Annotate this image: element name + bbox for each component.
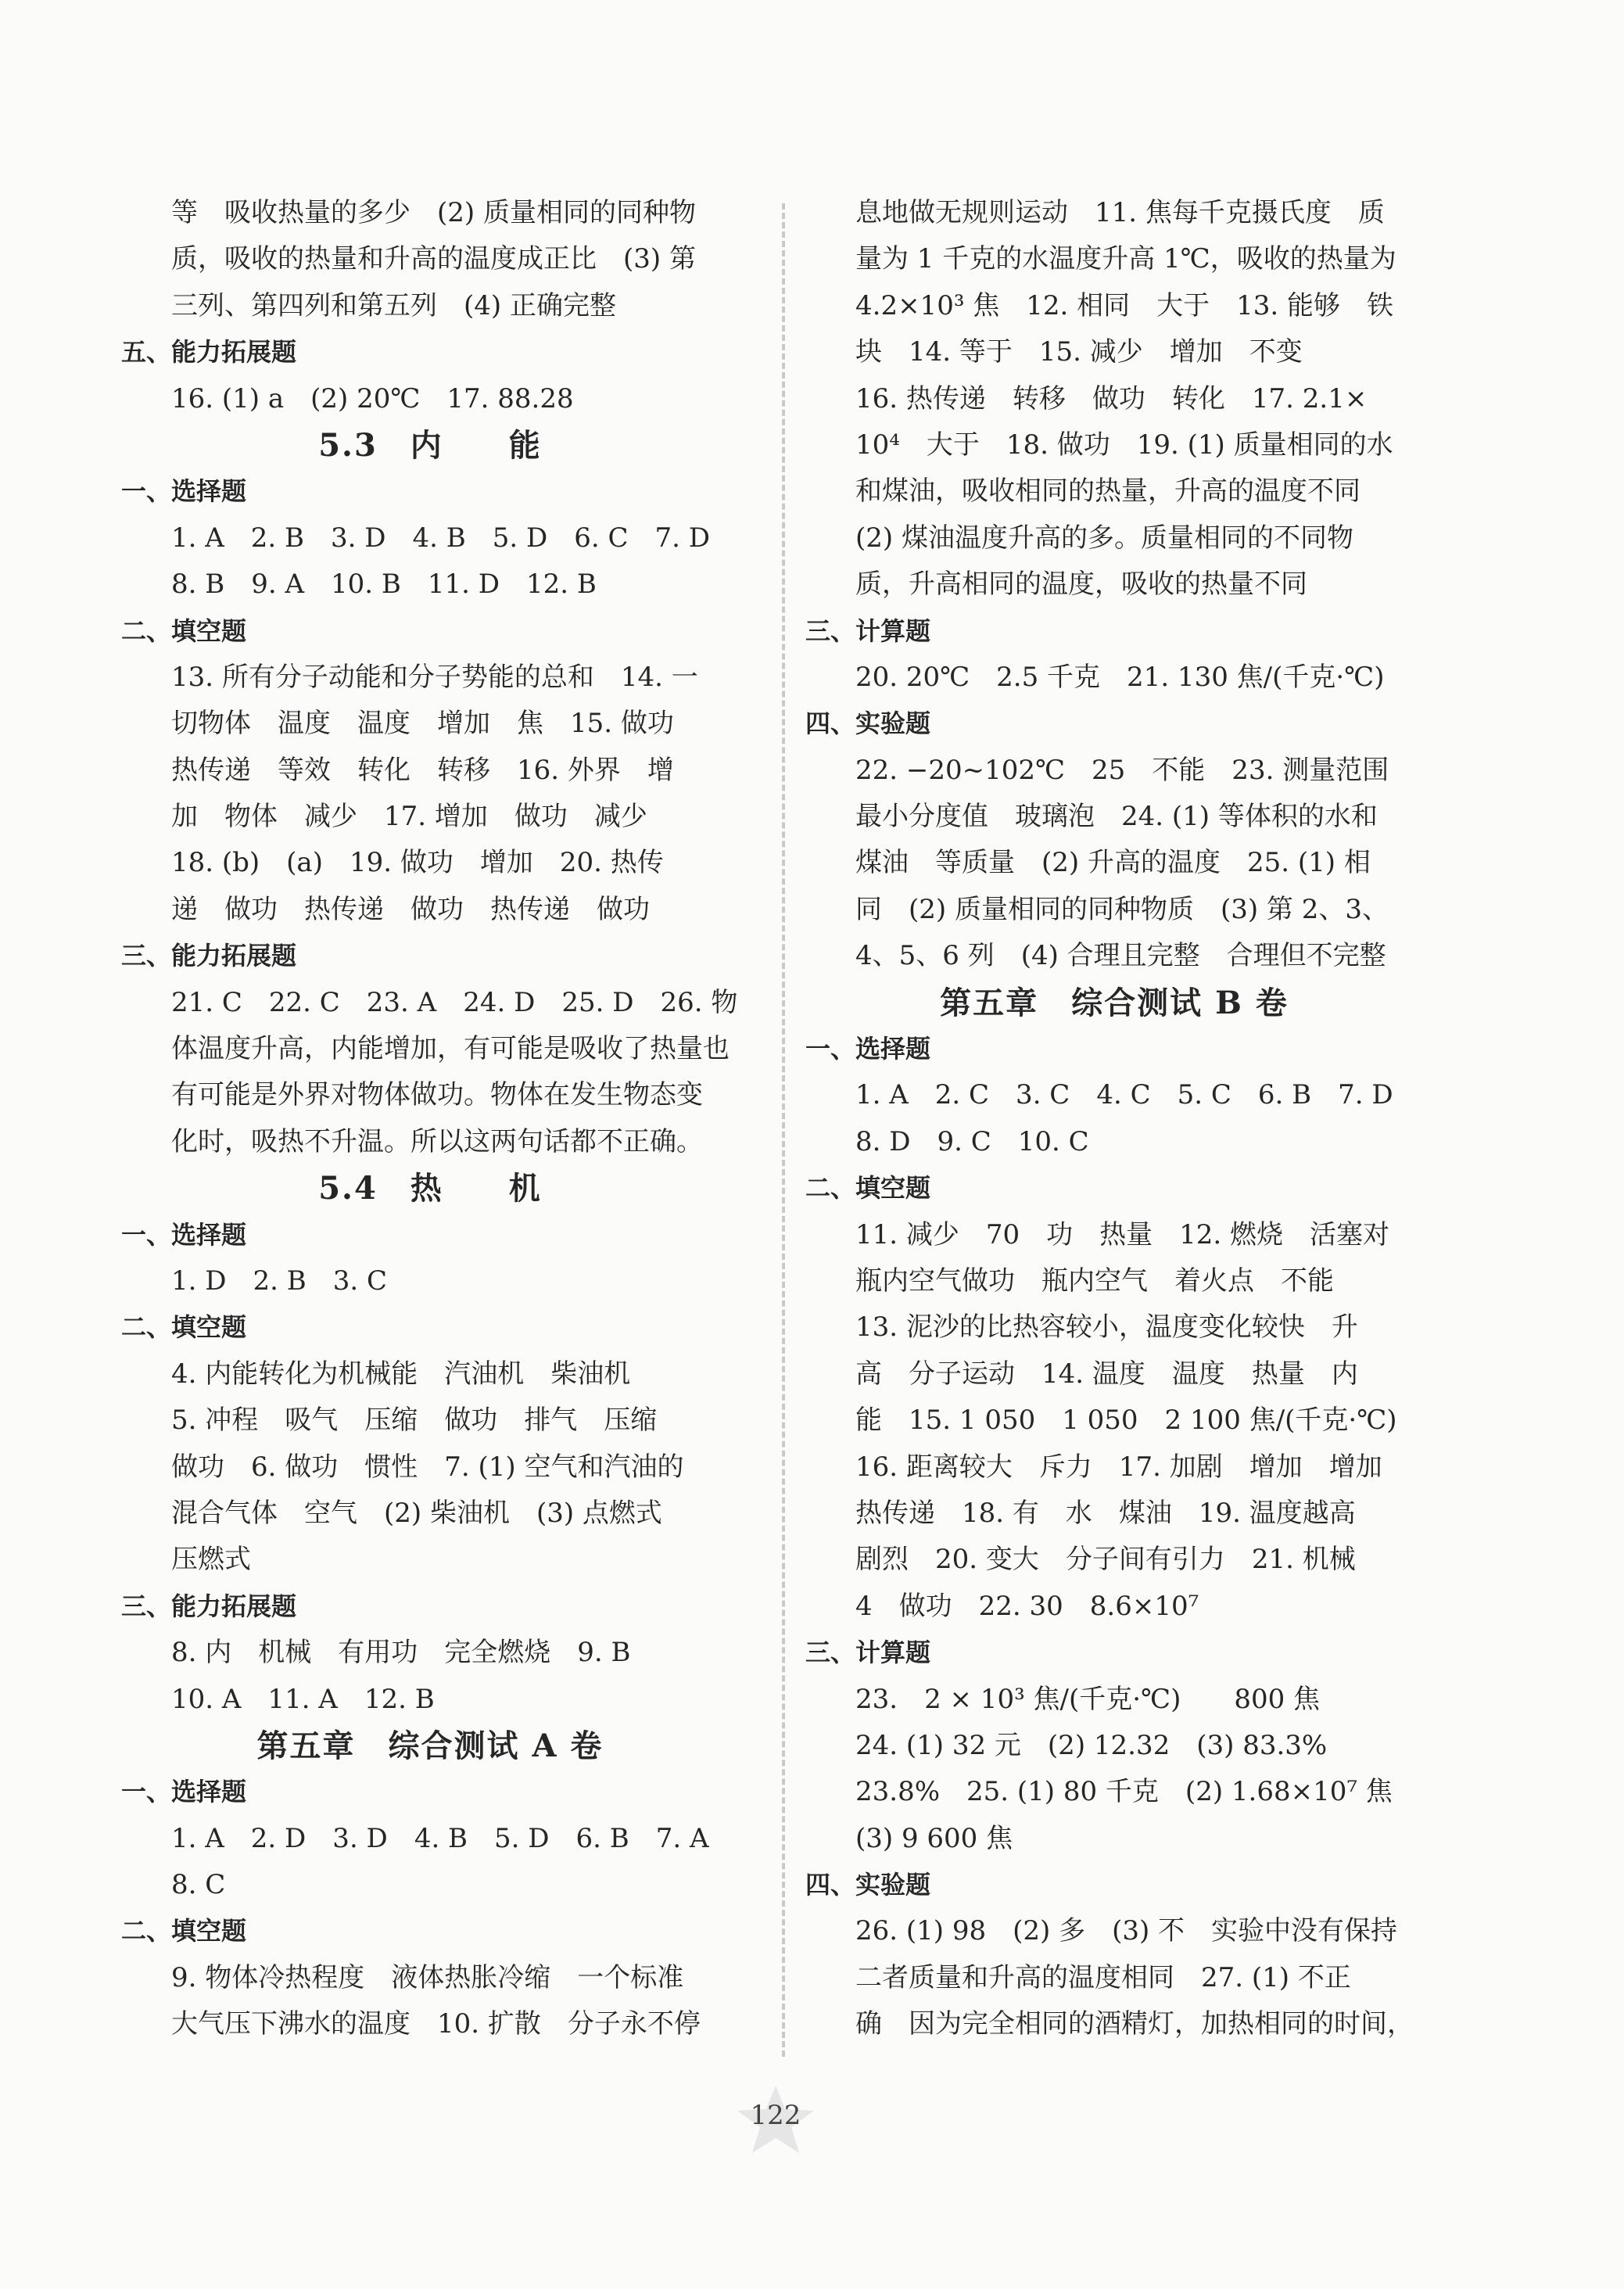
answer-line: 10. A 11. A 12. B [171, 1683, 435, 1715]
answer-line: 化时，吸热不升温。所以这两句话都不正确。 [171, 1125, 703, 1157]
answer-line: 8. 内 机械 有用功 完全燃烧 9. B [171, 1637, 631, 1669]
chapter-title: 第五章 综合测试 A 卷 [256, 1727, 604, 1764]
answer-line: (2) 煤油温度升高的多。质量相同的不同物 [855, 522, 1353, 554]
chapter-title: 5.3 内 能 [318, 426, 542, 464]
section-heading: 四、实验题 [805, 1870, 931, 1900]
answer-line: (3) 9 600 焦 [855, 1822, 1013, 1854]
answer-line: 加 物体 减少 17. 增加 做功 减少 [171, 801, 647, 833]
answer-line: 量为 1 千克的水温度升高 1℃，吸收的热量为 [855, 243, 1396, 275]
answer-line: 16. 热传递 转移 做功 转化 17. 2.1× [855, 382, 1368, 414]
answer-line: 递 做功 热传递 做功 热传递 做功 [171, 893, 650, 925]
answer-line: 24. (1) 32 元 (2) 12.32 (3) 83.3% [855, 1729, 1328, 1761]
answer-line: 23. 2 × 10³ 焦/(千克·℃) 800 焦 [855, 1683, 1321, 1715]
section-heading: 二、填空题 [121, 1312, 247, 1343]
answer-line: 1. D 2. B 3. C [171, 1265, 388, 1297]
answer-line: 4. 内能转化为机械能 汽油机 柴油机 [171, 1358, 631, 1390]
answer-line: 22. −20~102℃ 25 不能 23. 测量范围 [855, 754, 1389, 786]
page-number [733, 2084, 819, 2154]
section-heading: 三、计算题 [805, 1638, 931, 1668]
section-heading: 五、能力拓展题 [121, 337, 297, 368]
section-heading: 一、选择题 [805, 1034, 931, 1064]
section-heading: 一、选择题 [121, 476, 247, 507]
answer-line: 18. (b) (a) 19. 做功 增加 20. 热传 [171, 847, 664, 879]
answer-line: 等 吸收热量的多少 (2) 质量相同的同种物 [171, 197, 696, 228]
answer-line: 20. 20℃ 2.5 千克 21. 130 焦/(千克·℃) [855, 661, 1385, 693]
answer-line: 10⁴ 大于 18. 做功 19. (1) 质量相同的水 [855, 429, 1393, 461]
section-heading: 一、选择题 [121, 1219, 247, 1250]
answer-line: 和煤油，吸收相同的热量，升高的温度不同 [855, 475, 1361, 508]
section-heading: 三、计算题 [805, 615, 931, 646]
answer-line: 大气压下沸水的温度 10. 扩散 分子永不停 [171, 2008, 701, 2040]
answer-line: 4 做功 22. 30 8.6×10⁷ [855, 1590, 1199, 1622]
answer-line: 8. C [171, 1869, 226, 1901]
answer-line: 13. 泥沙的比热容较小，温度变化较快 升 [855, 1311, 1358, 1344]
answer-line: 二者质量和升高的温度相同 27. (1) 不正 [855, 1961, 1351, 1993]
answer-line: 26. (1) 98 (2) 多 (3) 不 实验中没有保持 [855, 1915, 1398, 1947]
answer-line: 8. D 9. C 10. C [855, 1125, 1089, 1157]
right-column [805, 190, 1423, 2048]
section-heading: 二、填空题 [805, 1173, 931, 1204]
answer-line: 息地做无规则运动 11. 焦每千克摄氏度 质 [855, 197, 1385, 228]
answer-line: 压燃式 [171, 1544, 251, 1576]
answer-line: 1. A 2. C 3. C 4. C 5. C 6. B 7. D [855, 1079, 1393, 1111]
answer-line: 11. 减少 70 功 热量 12. 燃烧 活塞对 [855, 1218, 1390, 1250]
section-heading: 二、填空题 [121, 1916, 247, 1946]
answer-line: 煤油 等质量 (2) 升高的温度 25. (1) 相 [855, 847, 1371, 879]
answer-line: 4、5、6 列 (4) 合理且完整 合理但不完整 [855, 940, 1386, 972]
answer-line: 1. A 2. B 3. D 4. B 5. D 6. C 7. D [171, 522, 711, 554]
answer-line: 4.2×10³ 焦 12. 相同 大于 13. 能够 铁 [855, 289, 1394, 321]
answer-line: 5. 冲程 吸气 压缩 做功 排气 压缩 [171, 1405, 658, 1437]
answer-line: 9. 物体冷热程度 液体热胀冷缩 一个标准 [171, 1961, 684, 1993]
answer-line: 做功 6. 做功 惯性 7. (1) 空气和汽油的 [171, 1451, 684, 1483]
answer-line: 热传递 等效 转化 转移 16. 外界 增 [171, 754, 674, 786]
answer-line: 13. 所有分子动能和分子势能的总和 14. 一 [171, 661, 698, 693]
section-heading: 四、实验题 [805, 709, 931, 739]
answer-line: 16. 距离较大 斥力 17. 加剧 增加 增加 [855, 1451, 1382, 1483]
answer-line: 体温度升高，内能增加，有可能是吸收了热量也 [171, 1033, 730, 1065]
answer-line: 同 (2) 质量相同的同种物质 (3) 第 2、3、 [855, 893, 1389, 925]
section-heading: 三、能力拓展题 [121, 941, 297, 971]
answer-line: 16. (1) a (2) 20℃ 17. 88.28 [171, 382, 574, 414]
answer-line: 21. C 22. C 23. A 24. D 25. D 26. 物 [171, 986, 738, 1018]
section-heading: 一、选择题 [121, 1777, 247, 1807]
answer-line: 确 因为完全相同的酒精灯，加热相同的时间， [855, 2008, 1414, 2040]
chapter-title: 5.4 热 机 [318, 1170, 542, 1207]
answer-line: 高 分子运动 14. 温度 温度 热量 内 [855, 1358, 1358, 1390]
answer-line: 23.8% 25. (1) 80 千克 (2) 1.68×10⁷ 焦 [855, 1776, 1393, 1808]
left-column [121, 190, 739, 2048]
answer-line: 块 14. 等于 15. 减少 增加 不变 [855, 336, 1303, 368]
answer-line: 质，升高相同的温度，吸收的热量不同 [855, 569, 1307, 601]
answer-line: 混合气体 空气 (2) 柴油机 (3) 点燃式 [171, 1497, 662, 1529]
chapter-title: 第五章 综合测试 B 卷 [940, 984, 1289, 1021]
answer-line: 切物体 温度 温度 增加 焦 15. 做功 [171, 708, 674, 740]
answer-line: 最小分度值 玻璃泡 24. (1) 等体积的水和 [855, 801, 1378, 833]
answer-line: 瓶内空气做功 瓶内空气 着火点 不能 [855, 1265, 1334, 1297]
page-number-text: 122 [750, 2100, 801, 2131]
answer-line: 1. A 2. D 3. D 4. B 5. D 6. B 7. A [171, 1822, 709, 1854]
answer-line: 三列、第四列和第五列 (4) 正确完整 [171, 289, 616, 321]
column-divider [782, 203, 785, 2057]
answer-line: 能 15. 1 050 1 050 2 100 焦/(千克·℃) [855, 1405, 1397, 1437]
answer-line: 剧烈 20. 变大 分子间有引力 21. 机械 [855, 1544, 1356, 1576]
section-heading: 二、填空题 [121, 615, 247, 646]
answer-line: 8. B 9. A 10. B 11. D 12. B [171, 569, 597, 601]
answer-line: 有可能是外界对物体做功。物体在发生物态变 [171, 1079, 703, 1111]
answer-line: 热传递 18. 有 水 煤油 19. 温度越高 [855, 1497, 1356, 1529]
answer-line: 质，吸收的热量和升高的温度成正比 (3) 第 [171, 243, 696, 275]
section-heading: 三、能力拓展题 [121, 1591, 297, 1621]
